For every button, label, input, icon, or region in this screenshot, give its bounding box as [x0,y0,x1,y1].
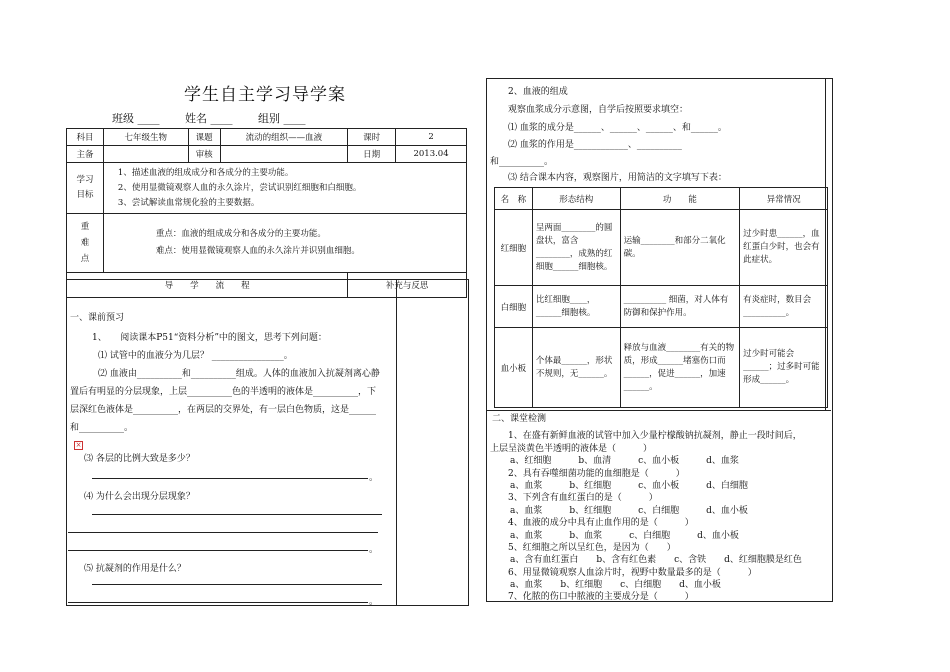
date-value: 2013.04 [396,146,467,163]
reflect-divider [396,279,397,605]
q3-period: 。 [369,473,379,483]
q2-line-a: ⑵ 血液由__________和__________组成。人体的血液加入抗凝剂离心静 [98,369,380,379]
th-function: 功 能 [620,188,740,210]
s3-q2-options: a、血浆 b、红细胞 c、血小板 d、白细胞 [510,481,748,491]
q2-line-b: 置后有明显的分层现象，上层__________色的半透明的液体是__________，下 [70,387,377,397]
broken-image-icon: × [75,441,82,449]
cell-name: 血小板 [495,328,533,408]
cell-shape[interactable]: 个体最______，形状不规则，无______。 [532,328,620,408]
class-field[interactable]: 班级 ____ [112,112,160,125]
group-field[interactable]: 组别 ____ [258,112,306,125]
subject-value: 七年级生物 [103,129,188,146]
main-label: 主备 [67,146,104,163]
s3-q7: 7、化脓的伤口中脓液的主要成分是（ ） [508,592,694,602]
q1-text: ⑴ 试管中的血液分为几层？ ________________。 [98,351,293,361]
s3-q4: 4、血液的成分中具有止血作用的是（ ） [508,518,694,528]
s3-q5-options: a、含有血红蛋白 b、含有红色素 c、含铁 d、红细胞膜是红色 [510,555,802,565]
reflect-label: 补充与反思 [348,273,467,298]
date-label: 日期 [348,146,396,163]
cell-name: 红细胞 [495,210,533,286]
q2-line-c: 层深红色液体是__________，在两层的交界处，有一层白色物质，这是______ [70,405,377,415]
q5-period: 。 [369,597,379,607]
s3-q6: 6、用显微镜观察人血涂片时，视野中数量最多的是（ ） [508,568,757,578]
q3-text [74,440,85,450]
q5-answer-line-2[interactable] [68,602,368,603]
review-value[interactable] [220,146,348,163]
cell-abnormal[interactable]: 过少时可能会______；过多时可能形成______。 [740,328,828,408]
cell-function[interactable]: 运输________和部分二氧化碳。 [620,210,740,286]
cell-shape[interactable]: 呈两面________的圆盘状，富含________，成熟的红细胞______细胞核。 [532,210,620,286]
q4-question: ⑷ 为什么会出现分层现象？ [84,492,195,502]
table-row [495,286,828,328]
s3-q3: 3、下列含有血红蛋白的是（ ） [508,493,658,503]
s2-intro: 观察血浆成分示意图，自学后按照要求填空： [508,105,689,115]
main-value[interactable] [103,146,188,163]
key-content: 重点：血液的组成成分和各成分的主要功能。 难点：使用显微镜观察人血的永久涂片并识别血细胞。 [103,214,466,273]
s2-q2b: 和__________。 [490,157,554,167]
topic-label: 课题 [188,129,220,146]
s3-q4-options: a、血浆 b、血浆 c、白细胞 d、血小板 [510,531,739,541]
s3-q1b: 上层呈淡黄色半透明的液体是（ ） [490,444,653,454]
q4-answer-line-2[interactable] [68,532,378,533]
table-row [495,210,828,286]
s3-q1a: 1、在盛有新鲜血液的试管中加入少量柠檬酸钠抗凝剂，静止一段时间后， [508,431,802,441]
flow-label: 导 学 流 程 [67,273,348,298]
q5-question: ⑸ 抗凝剂的作用是什么？ [84,564,186,574]
topic-value: 流动的组织——血液 [220,129,348,146]
cell-shape[interactable]: 比红细胞____，______细胞核。 [532,286,620,328]
table-row [495,328,828,408]
section1-heading: 一、课前预习 [70,313,125,323]
s3-q3-options: a、血浆 b、红细胞 c、白细胞 d、血小板 [510,506,748,516]
goals-label: 学习 目标 [67,163,104,214]
cell-abnormal[interactable]: 有炎症时，数目会__________。 [740,286,828,328]
blood-cell-table [494,187,828,408]
cell-function[interactable]: 释放与血液________有关的物质，形成______堵塞伤口而______，促进______，加速______。 [620,328,740,408]
s2-heading: 2、血液的组成 [508,87,568,97]
cell-abnormal[interactable]: 过少时患______，血红蛋白少时，也会有此症状。 [740,210,828,286]
s2-q3: ⑶ 结合课本内容，观察图片，用简洁的文字填写下表： [508,173,727,183]
goals-content: 1、描述血液的组成成分和各成分的主要功能。 2、使用显微镜观察人血的永久涂片，尝试识别红细胞和白细胞。 3、尝试解读血常规化验的主要数据。 [103,163,466,214]
review-label: 审核 [188,146,220,163]
q4-answer-line-3[interactable] [68,550,368,551]
student-info [112,110,328,126]
hours-label: 课时 [348,129,396,146]
th-abnormal: 异常情况 [740,188,828,210]
hours-value: 2 [396,129,467,146]
page-title: 学生自主学习导学案 [184,85,346,105]
q3-answer-line[interactable] [92,478,368,479]
q4-answer-line-1[interactable] [92,514,382,515]
q4-period: 。 [369,545,379,555]
th-name: 名 称 [495,188,533,210]
subject-label: 科目 [67,129,104,146]
header-table [66,128,467,298]
item1-text: 1、 阅读课本P51“资料分析”中的图文，思考下列问题： [92,333,327,343]
cell-function[interactable]: __________ 细菌，对人体有防御和保护作用。 [620,286,740,328]
s3-q5: 5、红细胞之所以呈红色，是因为（ ） [508,543,676,553]
key-label: 重 难 点 [67,214,104,273]
s2-q1: ⑴ 血浆的成分是______、______、______、和______。 [508,123,727,133]
s3-heading: 二、课堂检测 [492,414,547,424]
cell-name: 白细胞 [495,286,533,328]
q3-question: ⑶ 各层的比例大致是多少？ [84,454,195,464]
q2-line-d: 和__________。 [70,423,134,433]
s2-q2: ⑵ 血浆的作用是____________、__________ [508,140,682,150]
s3-q6-options: a、血浆 b、红细胞 c、白细胞 d、血小板 [510,580,721,590]
s3-q1-options: a、红细胞 b、血清 c、血小板 d、血浆 [510,456,739,466]
q5-answer-line-1[interactable] [92,584,382,585]
name-field[interactable]: 姓名 ____ [185,112,233,125]
study-flow-box [66,279,469,606]
s3-q2: 2、具有吞噬细菌功能的血细胞是（ ） [508,469,685,479]
th-shape: 形态结构 [532,188,620,210]
